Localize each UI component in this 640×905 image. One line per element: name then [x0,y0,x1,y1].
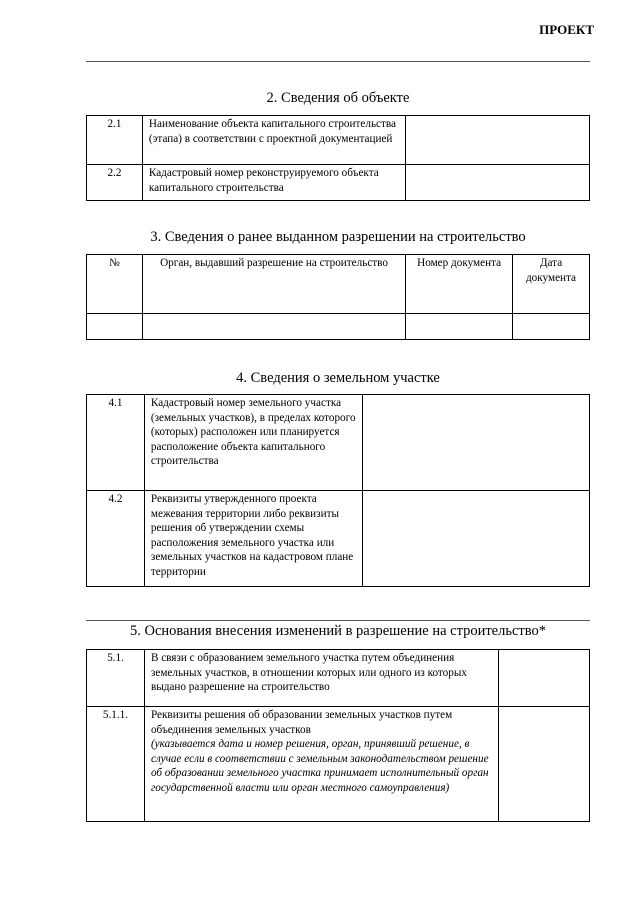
row-number: 2.2 [87,165,143,201]
row-number: 4.1 [87,395,145,491]
row-value-field[interactable] [362,491,589,587]
row-label: Реквизиты утвержденного проекта межевания территории либо реквизиты решения об утверждении схемы расположения земельного участка или земельных участков на кадастровом плане территории [144,491,362,587]
table-row [87,116,590,165]
table-row [87,707,590,822]
row-label-note: (указывается дата и номер решения, орган, принявший решение, в случае если в соответствии с земельным законодательством решение об образовании земельного участка принимает исполнительный орган государственной власти или орган местного самоуправления) [150,738,489,794]
row-label: Кадастровый номер реконструируемого объекта капитального строительства [142,165,406,201]
section-2-table [86,115,590,201]
row-value-field[interactable] [362,395,589,491]
row-label: Кадастровый номер земельного участка (земельных участков), в пределах которого (которых) расположен или планируется расположение объекта капитального строительства [144,395,362,491]
table-row [87,491,590,587]
cell-doc-date[interactable] [513,314,590,340]
row-number: 4.2 [87,491,145,587]
row-label-text: В связи с образованием земельного участка путем объединения земельных участков, в отношении которых или одного из которых выдано разрешение на строительство [150,652,467,693]
row-number: 2.1 [87,116,143,165]
section-2-title: 2. Сведения об объекте [266,90,410,106]
section-5-divider [86,620,590,621]
row-value-field[interactable] [406,116,590,165]
cell-doc-number[interactable] [406,314,513,340]
column-header-number: № [87,255,143,314]
section-5-title: 5. Основания внесения изменений в разрешение на строительство* [129,623,546,639]
table-row [87,314,590,340]
section-3-table [86,254,590,340]
row-value-field[interactable] [499,650,590,707]
section-5-table [86,649,590,822]
project-stamp: ПРОЕКТ [539,22,594,37]
section-4-table [86,394,590,587]
table-row [87,395,590,491]
column-header-doc-date: Дата документа [513,255,590,314]
row-number: 5.1. [87,650,145,707]
cell-number[interactable] [87,314,143,340]
cell-authority[interactable] [142,314,405,340]
section-3-title: 3. Сведения о ранее выданном разрешении на строительство [150,229,526,245]
row-label: Наименование объекта капитального строительства (этапа) в соответствии с проектной документацией [142,116,406,165]
table-row [87,650,590,707]
table-row [87,165,590,201]
row-value-field[interactable] [499,707,590,822]
row-number: 5.1.1. [87,707,145,822]
row-label-text: Реквизиты решения об образовании земельных участков путем объединения земельных участков [150,709,453,736]
column-header-authority: Орган, выдавший разрешение на строительство [142,255,405,314]
row-label [144,707,498,822]
column-header-doc-number: Номер документа [406,255,513,314]
section-4-title: 4. Сведения о земельном участке [236,370,440,386]
row-value-field[interactable] [406,165,590,201]
table-header-row [87,255,590,314]
header-divider [86,61,590,62]
row-label [144,650,498,707]
